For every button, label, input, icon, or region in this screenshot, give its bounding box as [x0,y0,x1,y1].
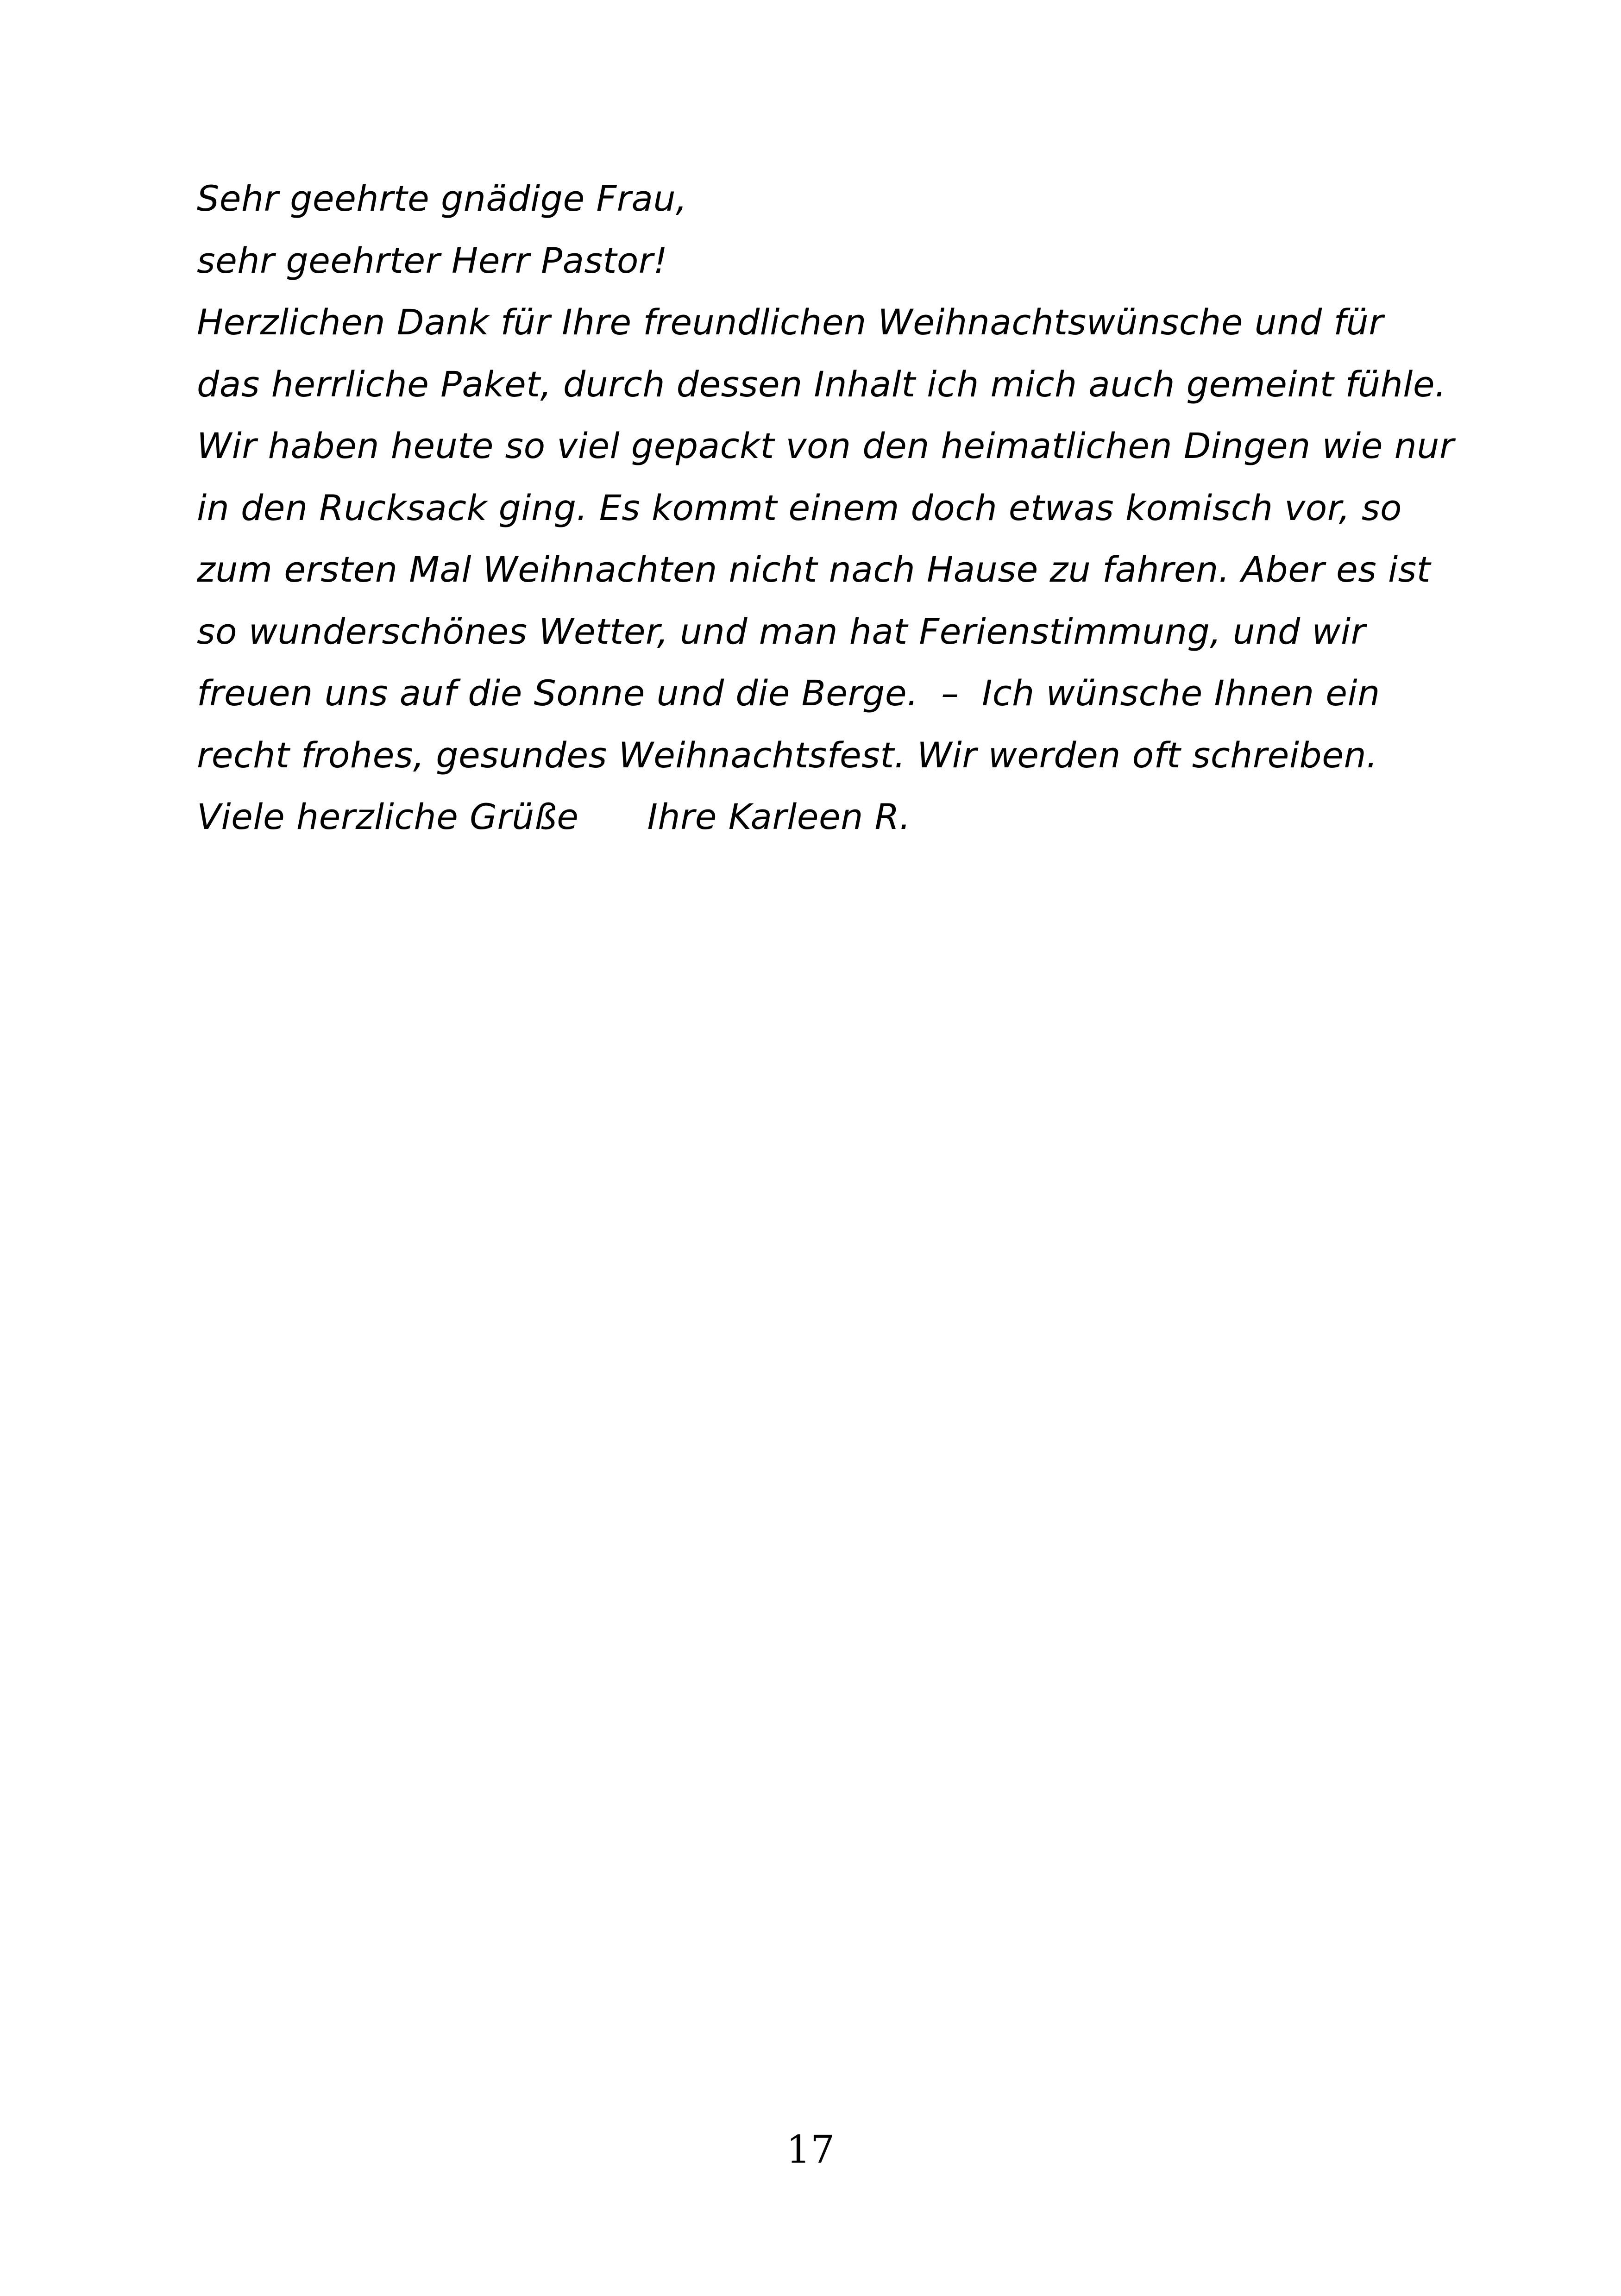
body-line: freuen uns auf die Sonne und die Berge. – Ich wünsche Ihnen ein [197,672,1380,714]
salutation-line-1: Sehr geehrte gnädige Frau, [197,178,687,219]
body-line: Herzlichen Dank für Ihre freundlichen Weihnachtswünsche und für [197,301,1384,343]
body-line: in den Rucksack ging. Es kommt einem doch etwas komisch vor, so [197,487,1402,528]
page-number: 17 [786,2128,835,2172]
closing-signature-line: Viele herzliche Grüße Ihre Karleen R. [197,796,911,837]
body-line: so wunderschönes Wetter, und man hat Ferienstimmung, und wir [197,610,1366,652]
letter-body [197,168,1494,848]
body-line: zum ersten Mal Weihnachten nicht nach Hause zu fahren. Aber es ist [197,549,1431,590]
body-line: recht frohes, gesundes Weihnachtsfest. Wir werden oft schreiben. [197,734,1378,776]
body-line: das herrliche Paket, durch dessen Inhalt ich mich auch gemeint fühle. [197,363,1446,405]
salutation-line-2: sehr geehrter Herr Pastor! [197,239,668,281]
body-line: Wir haben heute so viel gepackt von den heimatlichen Dingen wie nur [197,425,1454,466]
